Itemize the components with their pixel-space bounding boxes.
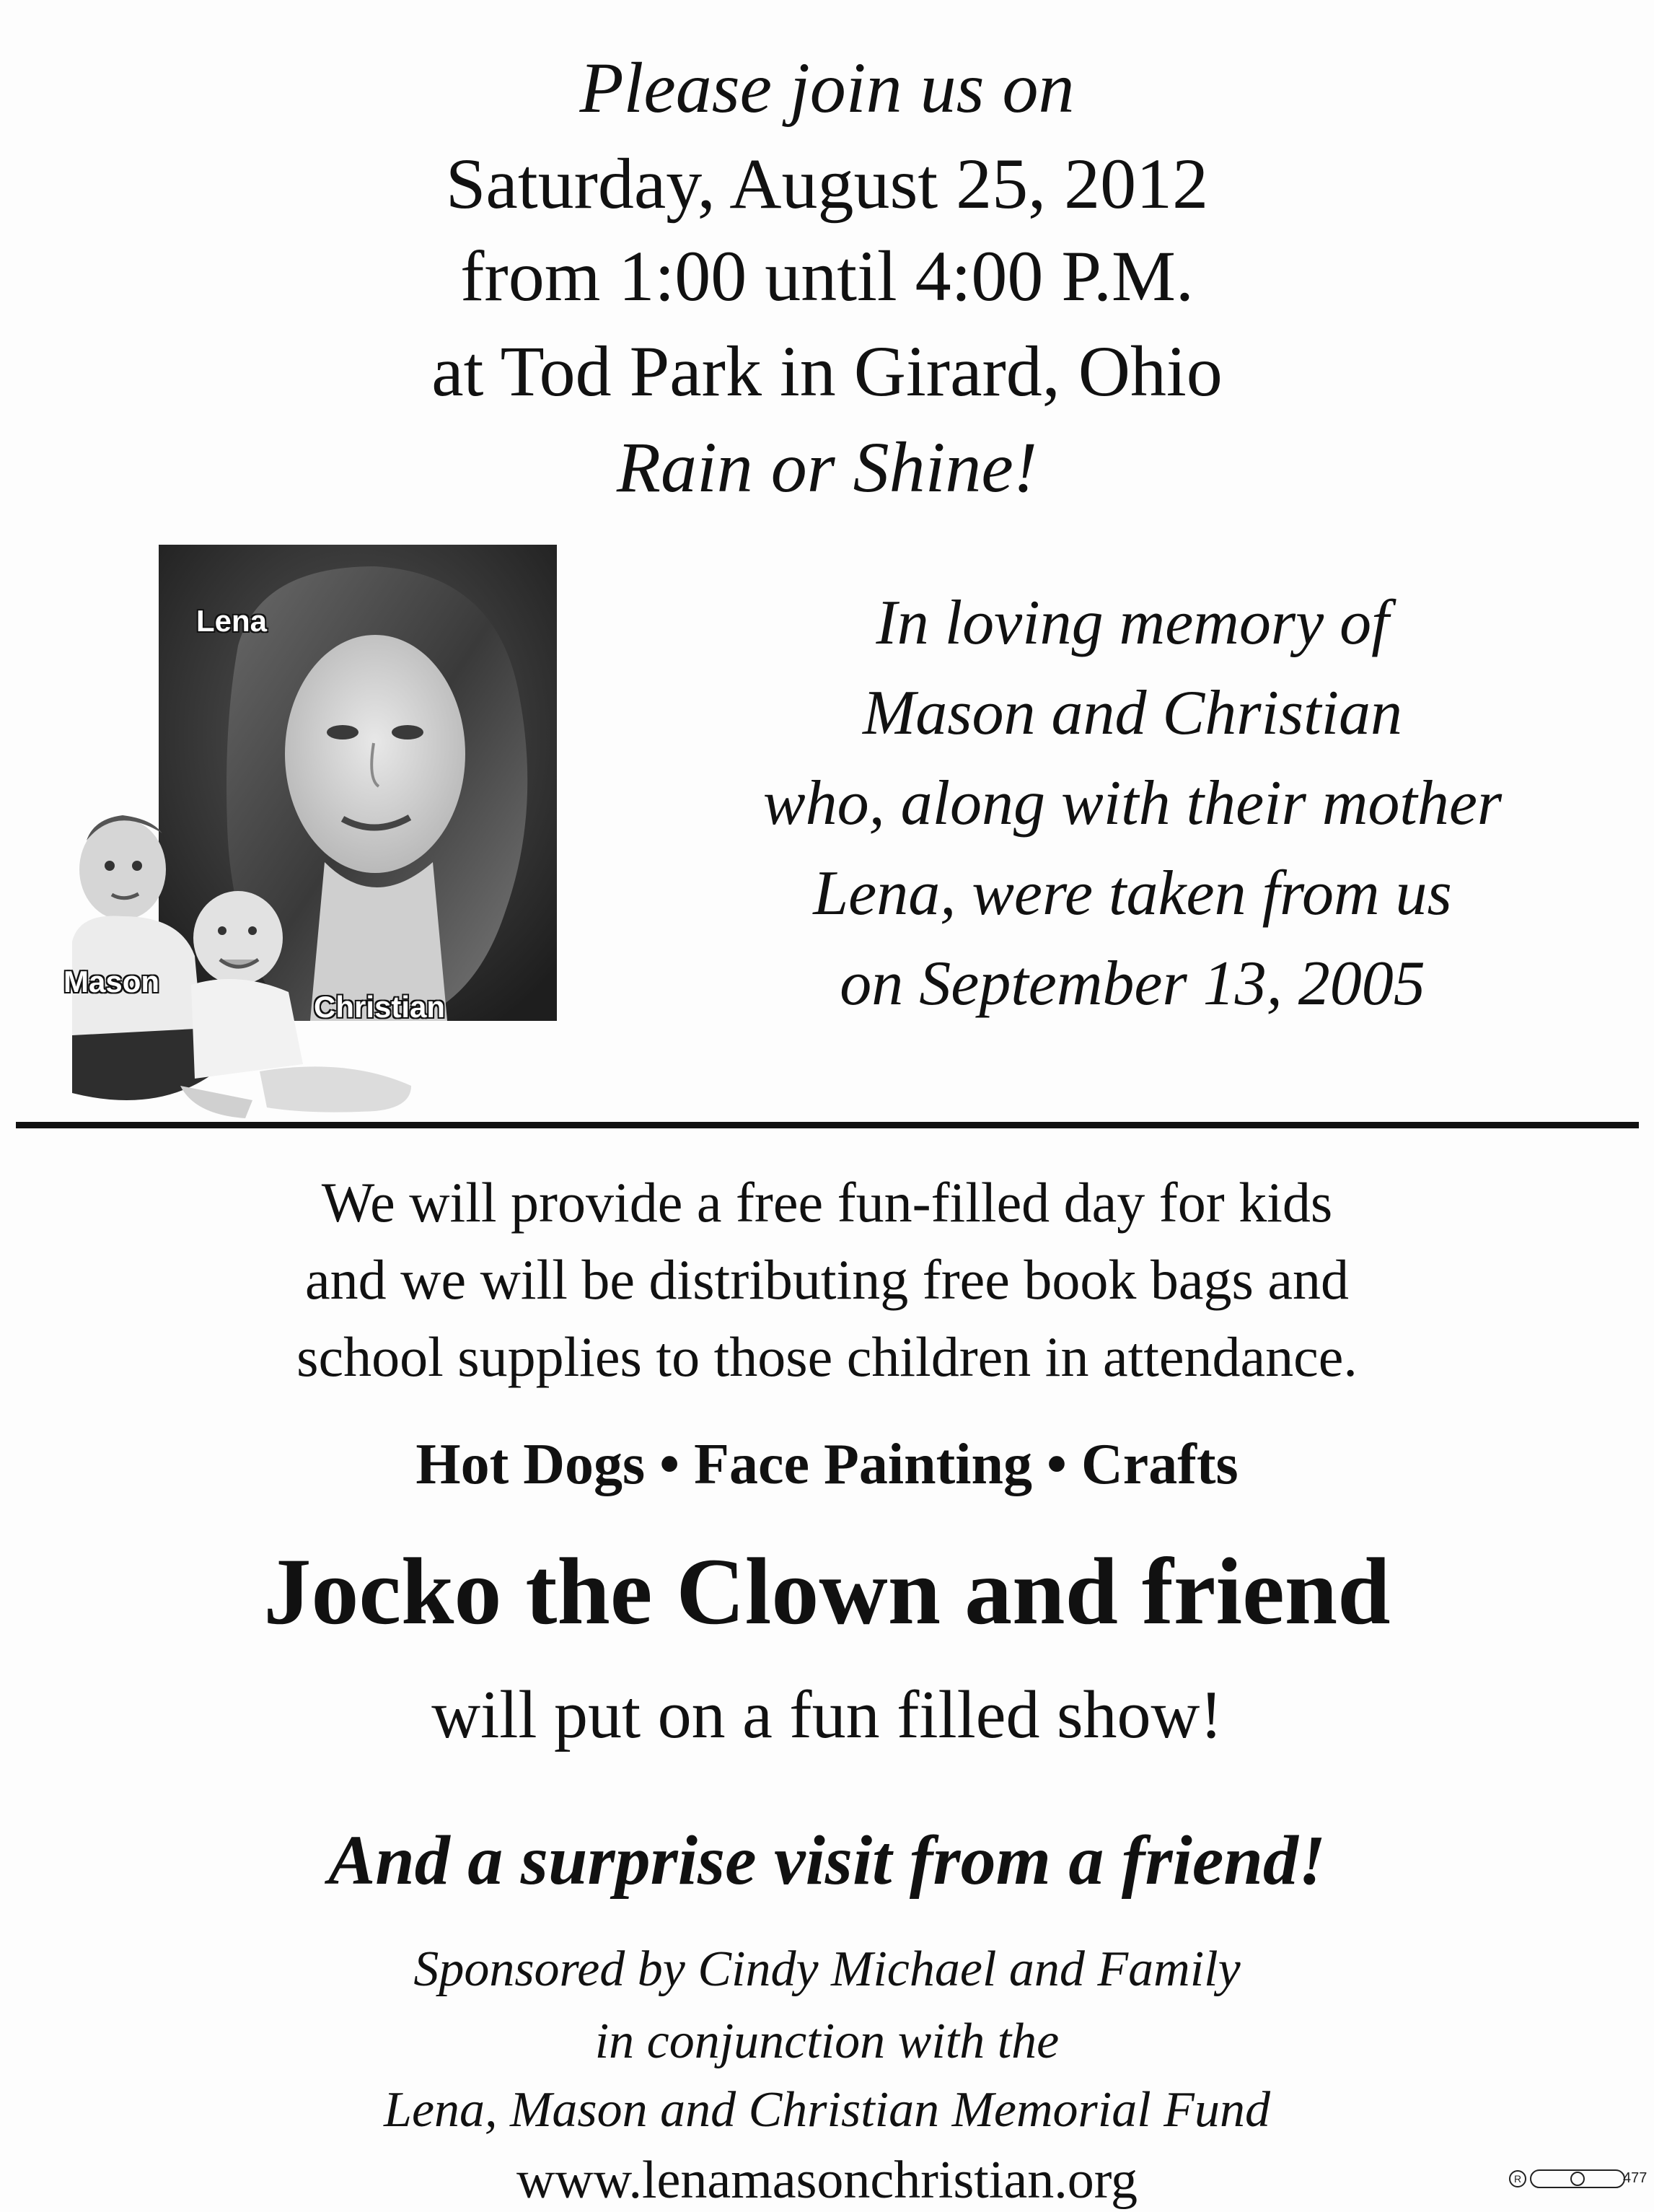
photo-label-lena: Lena xyxy=(196,604,268,638)
family-portrait-image xyxy=(72,537,563,1129)
memorial-line-4: Lena, were taken from us xyxy=(813,859,1452,929)
sponsor-line-2: in conjunction with the xyxy=(594,2014,1060,2069)
memorial-line-3: who, along with their mother xyxy=(762,768,1503,838)
photo-label-christian: Christian xyxy=(314,990,446,1024)
event-date: Saturday, August 25, 2012 xyxy=(445,144,1209,224)
sponsor-line-1: Sponsored by Cindy Michael and Family xyxy=(413,1941,1241,1997)
sponsor-line-3: Lena, Mason and Christian Memorial Fund xyxy=(384,2082,1270,2138)
details-line-2: and we will be distributing free book bags and xyxy=(305,1248,1349,1311)
memorial-line-2: Mason and Christian xyxy=(862,678,1403,748)
event-location: at Tod Park in Girard, Ohio xyxy=(431,331,1223,411)
section-divider xyxy=(16,1122,1639,1128)
memorial-line-5: on September 13, 2005 xyxy=(840,949,1425,1019)
union-label-number: 477 xyxy=(1623,2170,1648,2186)
svg-text:R: R xyxy=(1513,2173,1522,2185)
surprise-line: And a surprise visit from a friend! xyxy=(327,1822,1327,1900)
invite-intro: Please join us on xyxy=(579,48,1075,128)
details-line-3: school supplies to those children in attendance. xyxy=(296,1325,1358,1388)
memorial-line-1: In loving memory of xyxy=(876,588,1389,658)
website-url: www.lenamasonchristian.org xyxy=(516,2151,1138,2210)
activities-list: Hot Dogs • Face Painting • Crafts xyxy=(415,1433,1239,1496)
photo-label-mason: Mason xyxy=(63,965,160,999)
memorial-photo xyxy=(63,537,563,1129)
jocko-headline: Jocko the Clown and friend xyxy=(263,1538,1391,1644)
details-line-1: We will provide a free fun-filled day for kids xyxy=(321,1171,1333,1234)
rain-or-shine: Rain or Shine! xyxy=(616,427,1038,507)
show-line: will put on a fun filled show! xyxy=(431,1677,1223,1752)
event-time: from 1:00 until 4:00 P.M. xyxy=(460,236,1194,316)
